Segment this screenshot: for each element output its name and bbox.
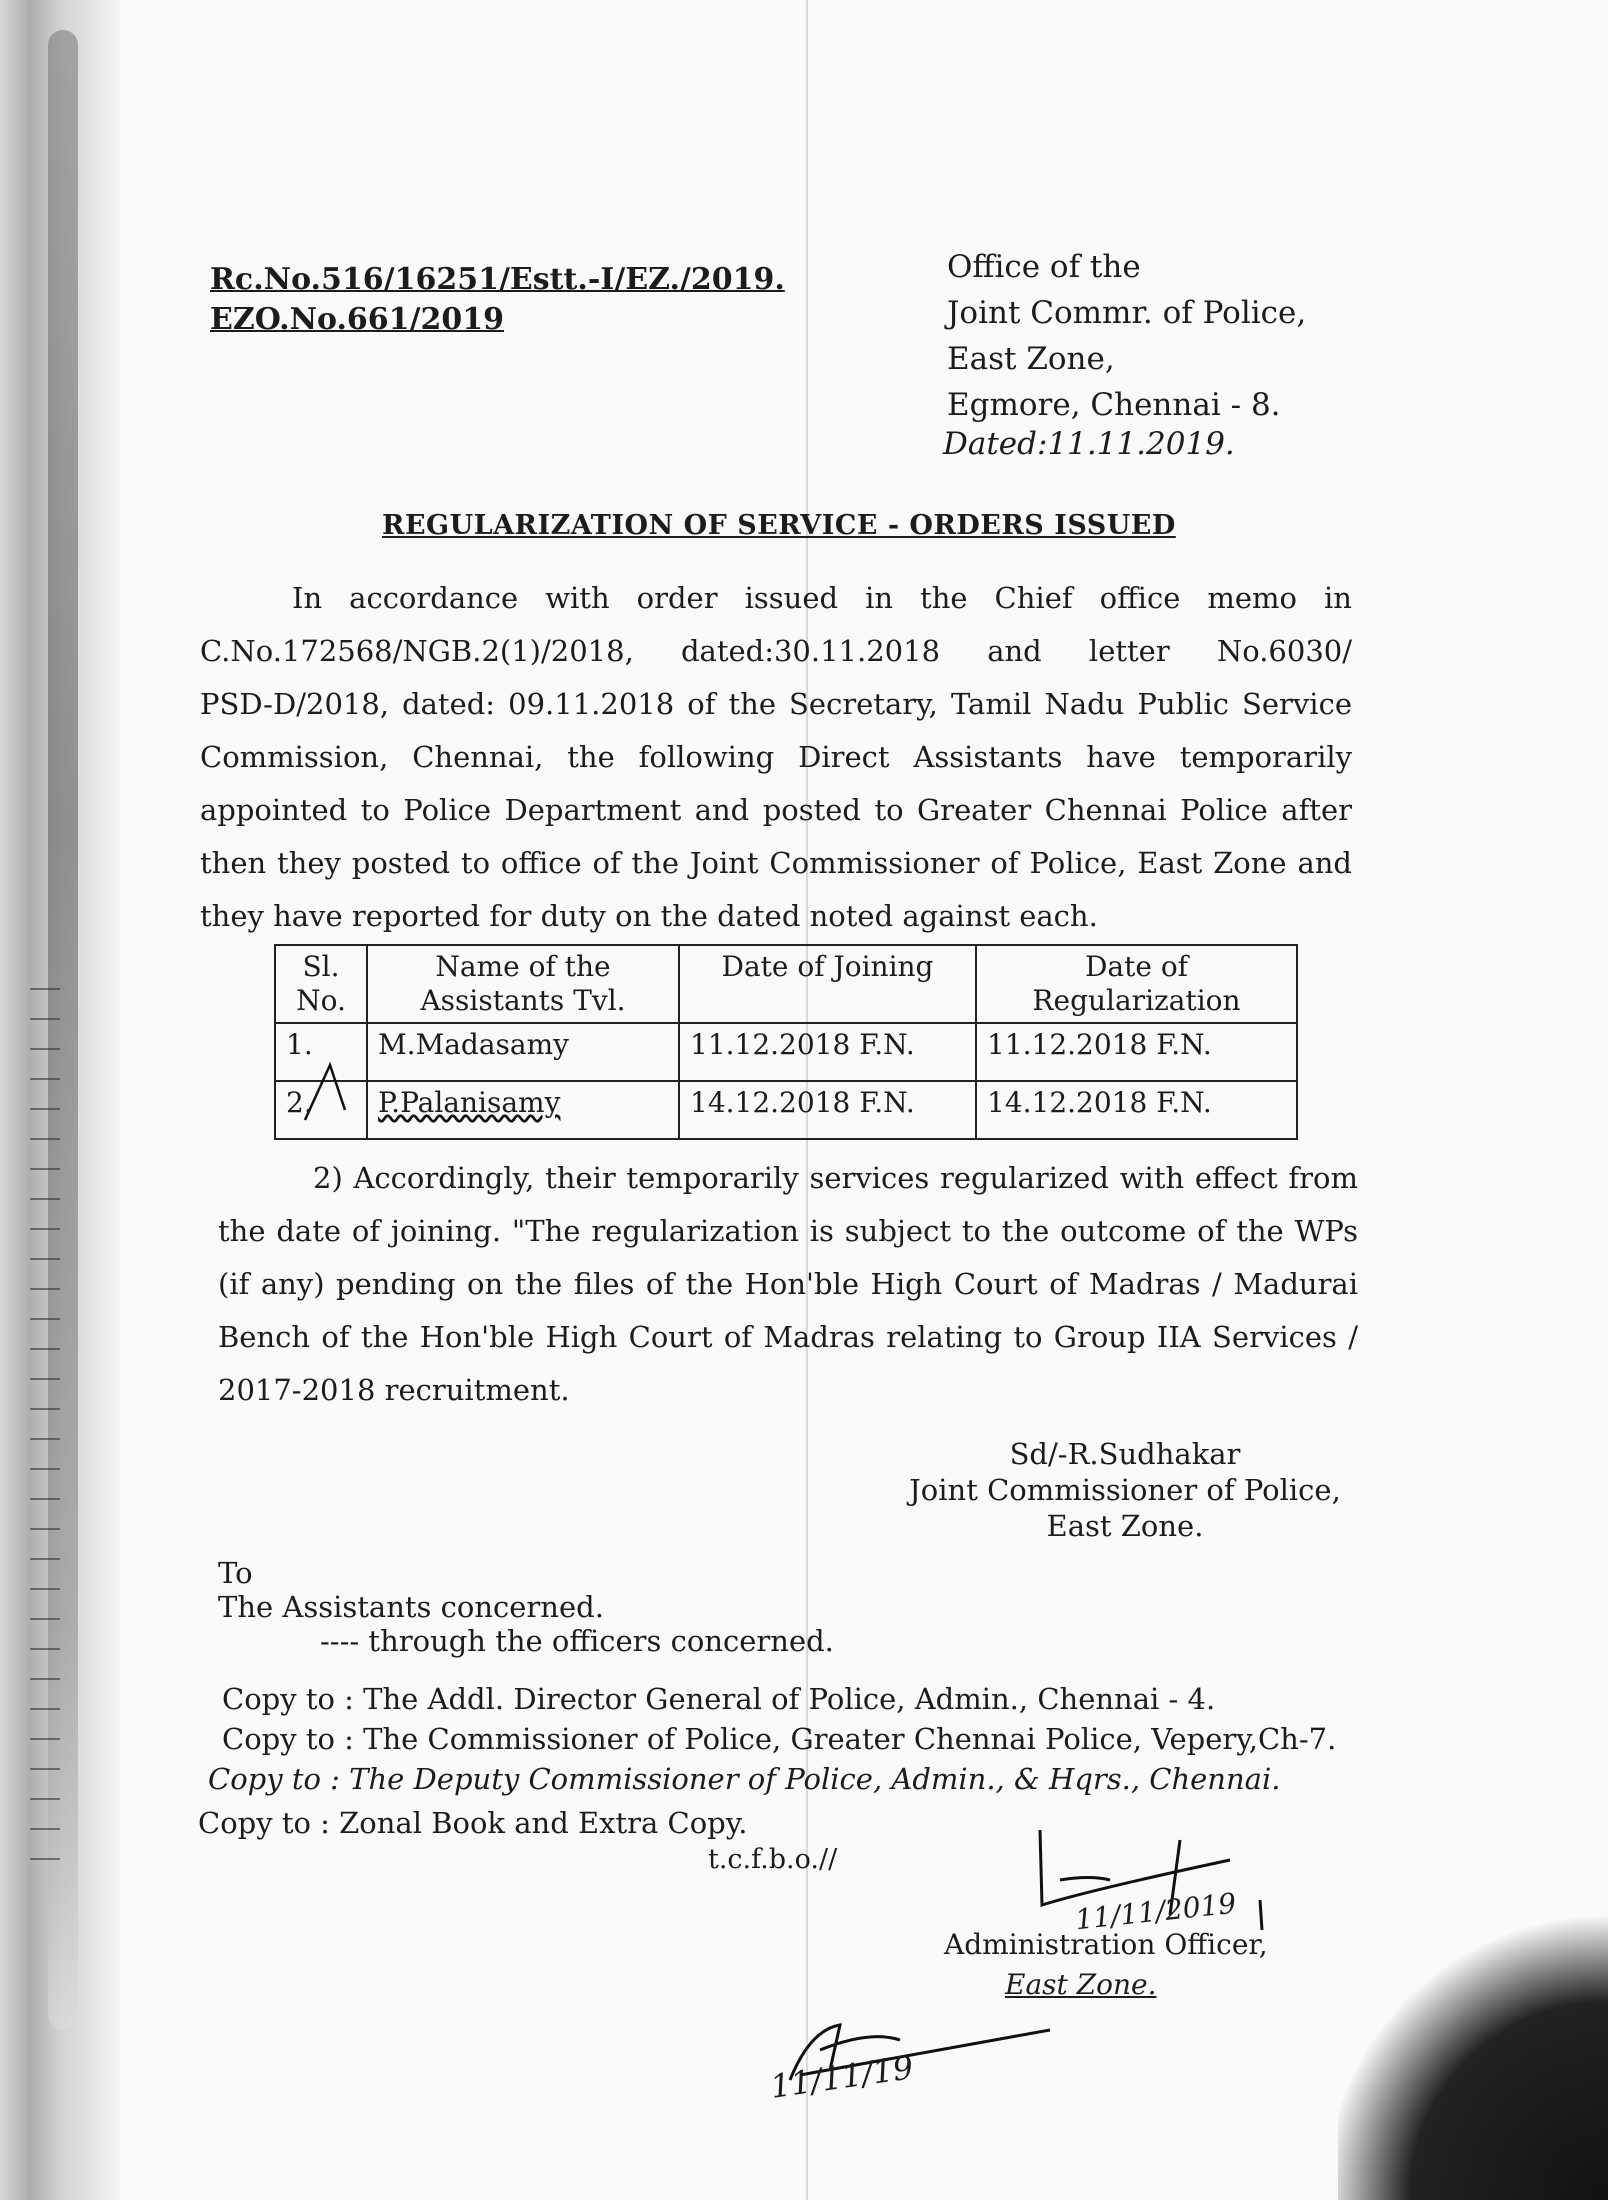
paragraph-line: then they posted to office of the Joint Commissioner of Police, East Zone and (200, 846, 1352, 880)
cell-name-text: P.Palanisamy (378, 1086, 561, 1119)
to-through: ---- through the officers concerned. (320, 1624, 834, 1658)
office-line: Office of the (947, 249, 1141, 285)
cell-name (367, 1081, 679, 1139)
paragraph-line: 2) Accordingly, their temporarily services regularized with effect from (313, 1161, 1358, 1195)
admin-zone: East Zone. (1005, 1968, 1157, 2001)
copy-to-line: Copy to : The Addl. Director General of Police, Admin., Chennai - 4. (222, 1682, 1216, 1716)
header-sl-no: Sl. No. (275, 945, 367, 1023)
paragraph-line: PSD-D/2018, dated: 09.11.2018 of the Secretary, Tamil Nadu Public Service (200, 687, 1352, 721)
paragraph-line: the date of joining. "The regularization is subject to the outcome of the WPs (218, 1214, 1358, 1248)
table-row (275, 1081, 1297, 1139)
cell-date-regularization: 11.12.2018 F.N. (976, 1023, 1297, 1081)
paragraph-line: In accordance with order issued in the Chief office memo in (292, 581, 1352, 615)
paragraph-line: (if any) pending on the files of the Hon'ble High Court of Madras / Madurai (218, 1267, 1358, 1301)
header-name: Name of the Assistants Tvl. (367, 945, 679, 1023)
signatory-designation: Joint Commissioner of Police, (909, 1473, 1341, 1507)
copy-to-line: Copy to : Zonal Book and Extra Copy. (198, 1806, 748, 1840)
table-row (275, 1023, 1297, 1081)
document-title: REGULARIZATION OF SERVICE - ORDERS ISSUED (382, 510, 1176, 541)
cell-date-joining: 11.12.2018 F.N. (679, 1023, 976, 1081)
handwritten-date-2: 11/11/19 (768, 2048, 916, 2106)
signatory-zone: East Zone. (1046, 1509, 1204, 1543)
cell-sl-no: 2. (275, 1081, 367, 1139)
header-date-regularization: Date of Regularization (976, 945, 1297, 1023)
to-recipient: The Assistants concerned. (218, 1590, 604, 1624)
tick-mark-icon (300, 1060, 380, 1130)
date: Dated:11.11.2019. (943, 426, 1235, 462)
cell-name: M.Madasamy (367, 1023, 679, 1081)
office-line: Joint Commr. of Police, (947, 295, 1307, 331)
office-line: East Zone, (947, 341, 1115, 377)
paragraph-1 (200, 572, 1352, 943)
paragraph-line: appointed to Police Department and posted to Greater Chennai Police after (200, 793, 1352, 827)
reference-number: Rc.No.516/16251/Estt.-I/EZ./2019. (210, 262, 785, 297)
assistants-table (274, 944, 1298, 1140)
handwritten-date-1: 11/11/2019 (1073, 1886, 1238, 1937)
header-date-joining: Date of Joining (679, 945, 976, 1023)
paragraph-line: they have reported for duty on the dated noted against each. (200, 899, 1098, 933)
binding-marks (30, 960, 60, 1860)
ezo-number: EZO.No.661/2019 (210, 302, 505, 337)
signatory-name: Sd/-R.Sudhakar (1009, 1437, 1241, 1471)
copy-to-line: Copy to : The Deputy Commissioner of Police, Admin., & Hqrs., Chennai. (208, 1762, 1281, 1796)
paragraph-2 (218, 1152, 1358, 1417)
to-label: To (218, 1556, 253, 1590)
cell-date-joining: 14.12.2018 F.N. (679, 1081, 976, 1139)
table-header-row (275, 945, 1297, 1023)
cell-date-regularization: 14.12.2018 F.N. (976, 1081, 1297, 1139)
paragraph-line: C.No.172568/NGB.2(1)/2018, dated:30.11.2018 and letter No.6030/ (200, 634, 1352, 668)
signatory-block (900, 1436, 1350, 1544)
office-address (947, 244, 1306, 428)
admin-officer: Administration Officer, (944, 1928, 1268, 1961)
paragraph-line: 2017-2018 recruitment. (218, 1373, 570, 1407)
paragraph-line: Commission, Chennai, the following Direct Assistants have temporarily (200, 740, 1352, 774)
paragraph-line: Bench of the Hon'ble High Court of Madras relating to Group IIA Services / (218, 1320, 1358, 1354)
scan-corner-shadow (1338, 1910, 1608, 2200)
cell-sl-no: 1. (275, 1023, 367, 1081)
tcfbo: t.c.f.b.o.// (708, 1844, 838, 1875)
copy-to-line: Copy to : The Commissioner of Police, Greater Chennai Police, Vepery,Ch-7. (222, 1722, 1337, 1756)
office-line: Egmore, Chennai - 8. (947, 387, 1281, 423)
